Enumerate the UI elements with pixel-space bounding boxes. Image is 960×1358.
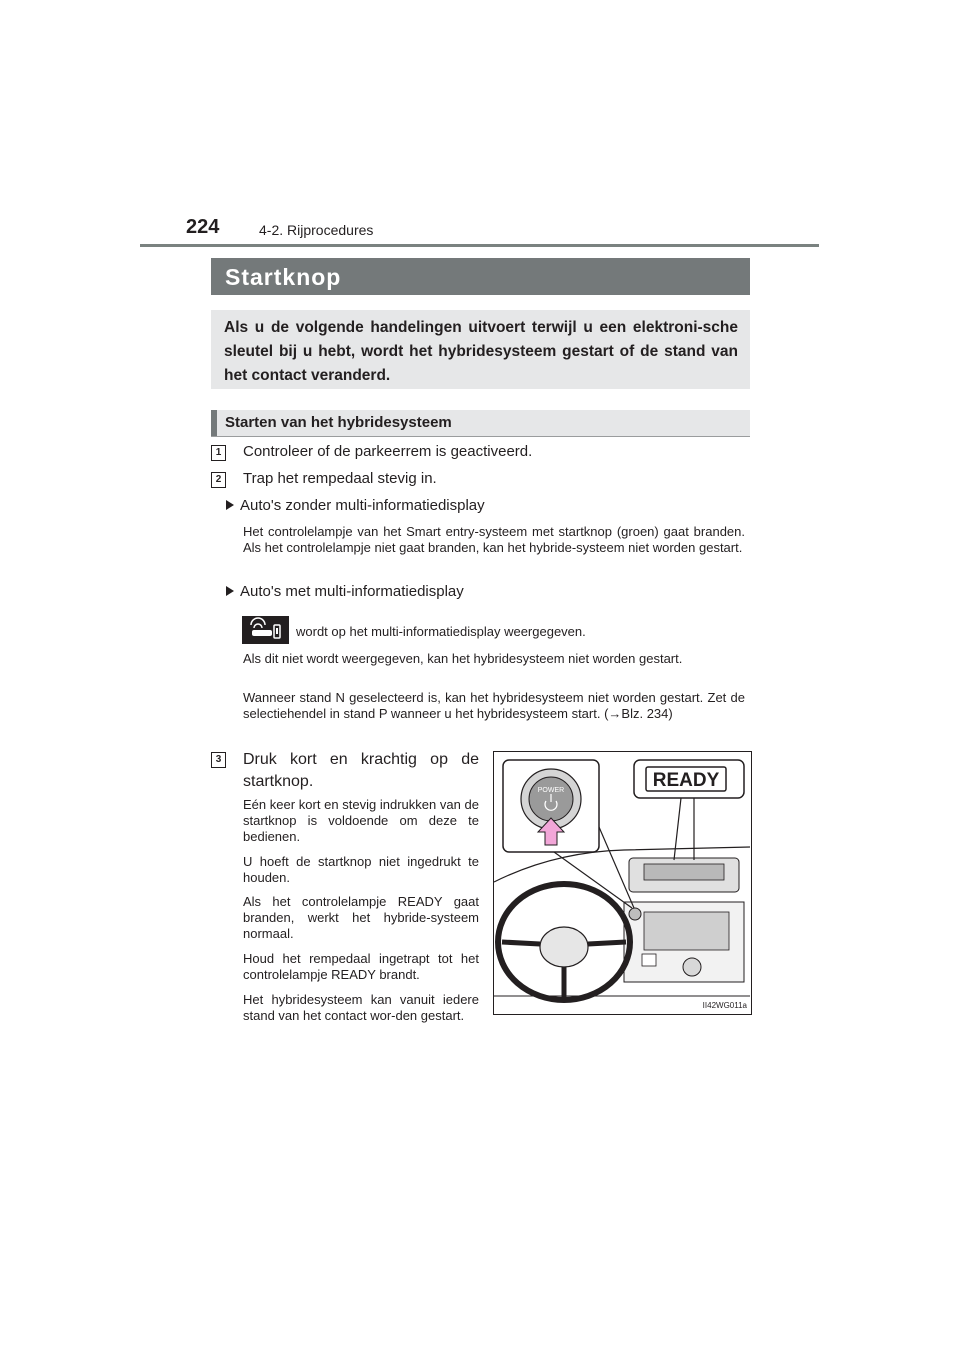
step3-note-3: Als het controlelampje READY gaat branden, werkt het hybride-systeem normaal. bbox=[243, 894, 479, 941]
header-rule bbox=[140, 244, 819, 247]
variant-mid bbox=[226, 583, 464, 600]
step3-note-1: Eén keer kort en stevig indrukken van de startknop is voldoende om deze te bedienen. bbox=[243, 797, 479, 844]
variant-no-mid bbox=[226, 497, 485, 514]
variant-no-mid-label: Auto's zonder multi-informatiedisplay bbox=[240, 497, 485, 514]
dashboard-illustration bbox=[493, 751, 752, 1015]
step3-note-2: U hoeft de startknop niet ingedrukt te houden. bbox=[243, 854, 479, 885]
step-number-3: 3 bbox=[211, 752, 226, 768]
variant-mid-text-2: Wanneer stand N geselecteerd is, kan het hybridesysteem niet worden gestart. Zet de selectiehendel in stand P wanneer u het hybridesysteem start. (→Blz. 234) bbox=[243, 690, 745, 721]
step3-note-4: Houd het rempedaal ingetrapt tot het controlelampje READY brandt. bbox=[243, 951, 479, 982]
subheading-bar bbox=[211, 410, 750, 437]
intro-text: Als u de volgende handelingen uitvoert terwijl u een elektroni-sche sleutel bij u hebt, wordt het hybridesysteem gestart of de stand van het contact veranderd. bbox=[224, 319, 738, 384]
step-number-1: 1 bbox=[211, 445, 226, 461]
arrow-bullet-icon bbox=[226, 586, 234, 596]
step-text-1: Controleer of de parkeerrem is geactiveerd. bbox=[243, 443, 533, 460]
page-title: Startknop bbox=[225, 264, 342, 290]
step3-note-5: Het hybridesysteem kan vanuit iedere stand van het contact wor-den gestart. bbox=[243, 992, 479, 1023]
arrow-bullet-icon bbox=[226, 500, 234, 510]
variant-no-mid-text: Het controlelampje van het Smart entry-systeem met startknop (groen) gaat branden. Als het controlelampje niet gaat branden, kan het hybride-systeem niet worden gestart. bbox=[243, 524, 745, 555]
subheading: Starten van het hybridesysteem bbox=[225, 414, 452, 431]
step-text-2: Trap het rempedaal stevig in. bbox=[243, 470, 437, 487]
page-number: 224 bbox=[186, 216, 220, 238]
power-label: POWER bbox=[537, 787, 565, 794]
step-text-3: Druk kort en krachtig op de startknop. bbox=[243, 751, 479, 790]
subheading-marker bbox=[211, 410, 217, 436]
intro-box bbox=[211, 310, 750, 389]
section-title: 4-2. Rijprocedures bbox=[259, 222, 374, 238]
variant-mid-text-1: Als dit niet wordt weergegeven, kan het hybridesysteem niet worden gestart. bbox=[243, 651, 683, 666]
ready-label: READY bbox=[652, 770, 720, 791]
dashboard-drawing bbox=[494, 752, 751, 1014]
title-bar bbox=[211, 258, 750, 295]
icon-caption: wordt op het multi-informatiedisplay weergegeven. bbox=[296, 624, 586, 639]
variant-mid-label: Auto's met multi-informatiedisplay bbox=[240, 583, 464, 600]
step-number-2: 2 bbox=[211, 472, 226, 488]
key-indicator-icon bbox=[242, 616, 289, 644]
figure-code: II42WG011a bbox=[702, 1001, 747, 1010]
